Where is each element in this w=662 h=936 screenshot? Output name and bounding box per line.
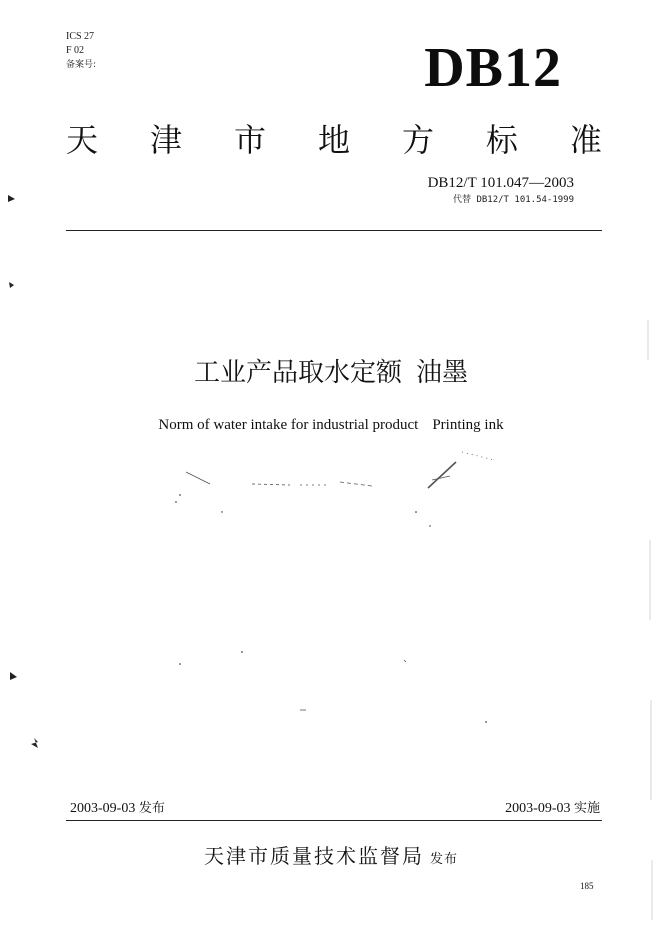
standard-number: DB12/T 101.047—2003: [427, 175, 574, 191]
standard-type-char: 标: [485, 121, 518, 159]
issuer-name: 天津市质量技术监督局: [203, 844, 424, 868]
standard-type-char: 津: [149, 121, 182, 159]
issue-date-value: 2003-09-03: [70, 801, 136, 816]
standard-type-char: 市: [233, 121, 266, 159]
issue-date: [70, 800, 165, 818]
title-en-main: Norm of water intake for industrial product: [158, 417, 419, 433]
ccs-code: F 02: [66, 45, 85, 56]
standard-type-char: 方: [401, 121, 434, 159]
title-en-sub: Printing ink: [432, 417, 504, 433]
implement-date-value: 2003-09-03: [505, 801, 571, 816]
standard-type-char: 地: [317, 121, 350, 159]
implement-date: [505, 800, 600, 818]
page-number: 185: [580, 881, 594, 891]
top-divider: [66, 230, 602, 231]
issue-date-label: 发布: [138, 801, 165, 816]
title-zh-sub: 油墨: [416, 358, 469, 388]
replaces-standard: 代替 DB12/T 101.54-1999: [453, 195, 574, 205]
document-title-zh: [0, 356, 662, 390]
standard-type-char: 天: [66, 121, 99, 159]
issuer-label: 发布: [429, 852, 458, 867]
filing-number-label: 备案号:: [66, 60, 97, 70]
implement-date-label: 实施: [573, 801, 600, 816]
bottom-divider: [66, 820, 602, 821]
standard-code-logo: DB12: [424, 37, 562, 99]
standard-type-heading: [66, 120, 602, 160]
issuing-authority: [0, 842, 662, 874]
standard-type-char: 准: [569, 121, 602, 159]
ics-code: ICS 27: [66, 31, 95, 42]
title-zh-main: 工业产品取水定额: [193, 358, 402, 388]
document-title-en: [0, 415, 662, 435]
